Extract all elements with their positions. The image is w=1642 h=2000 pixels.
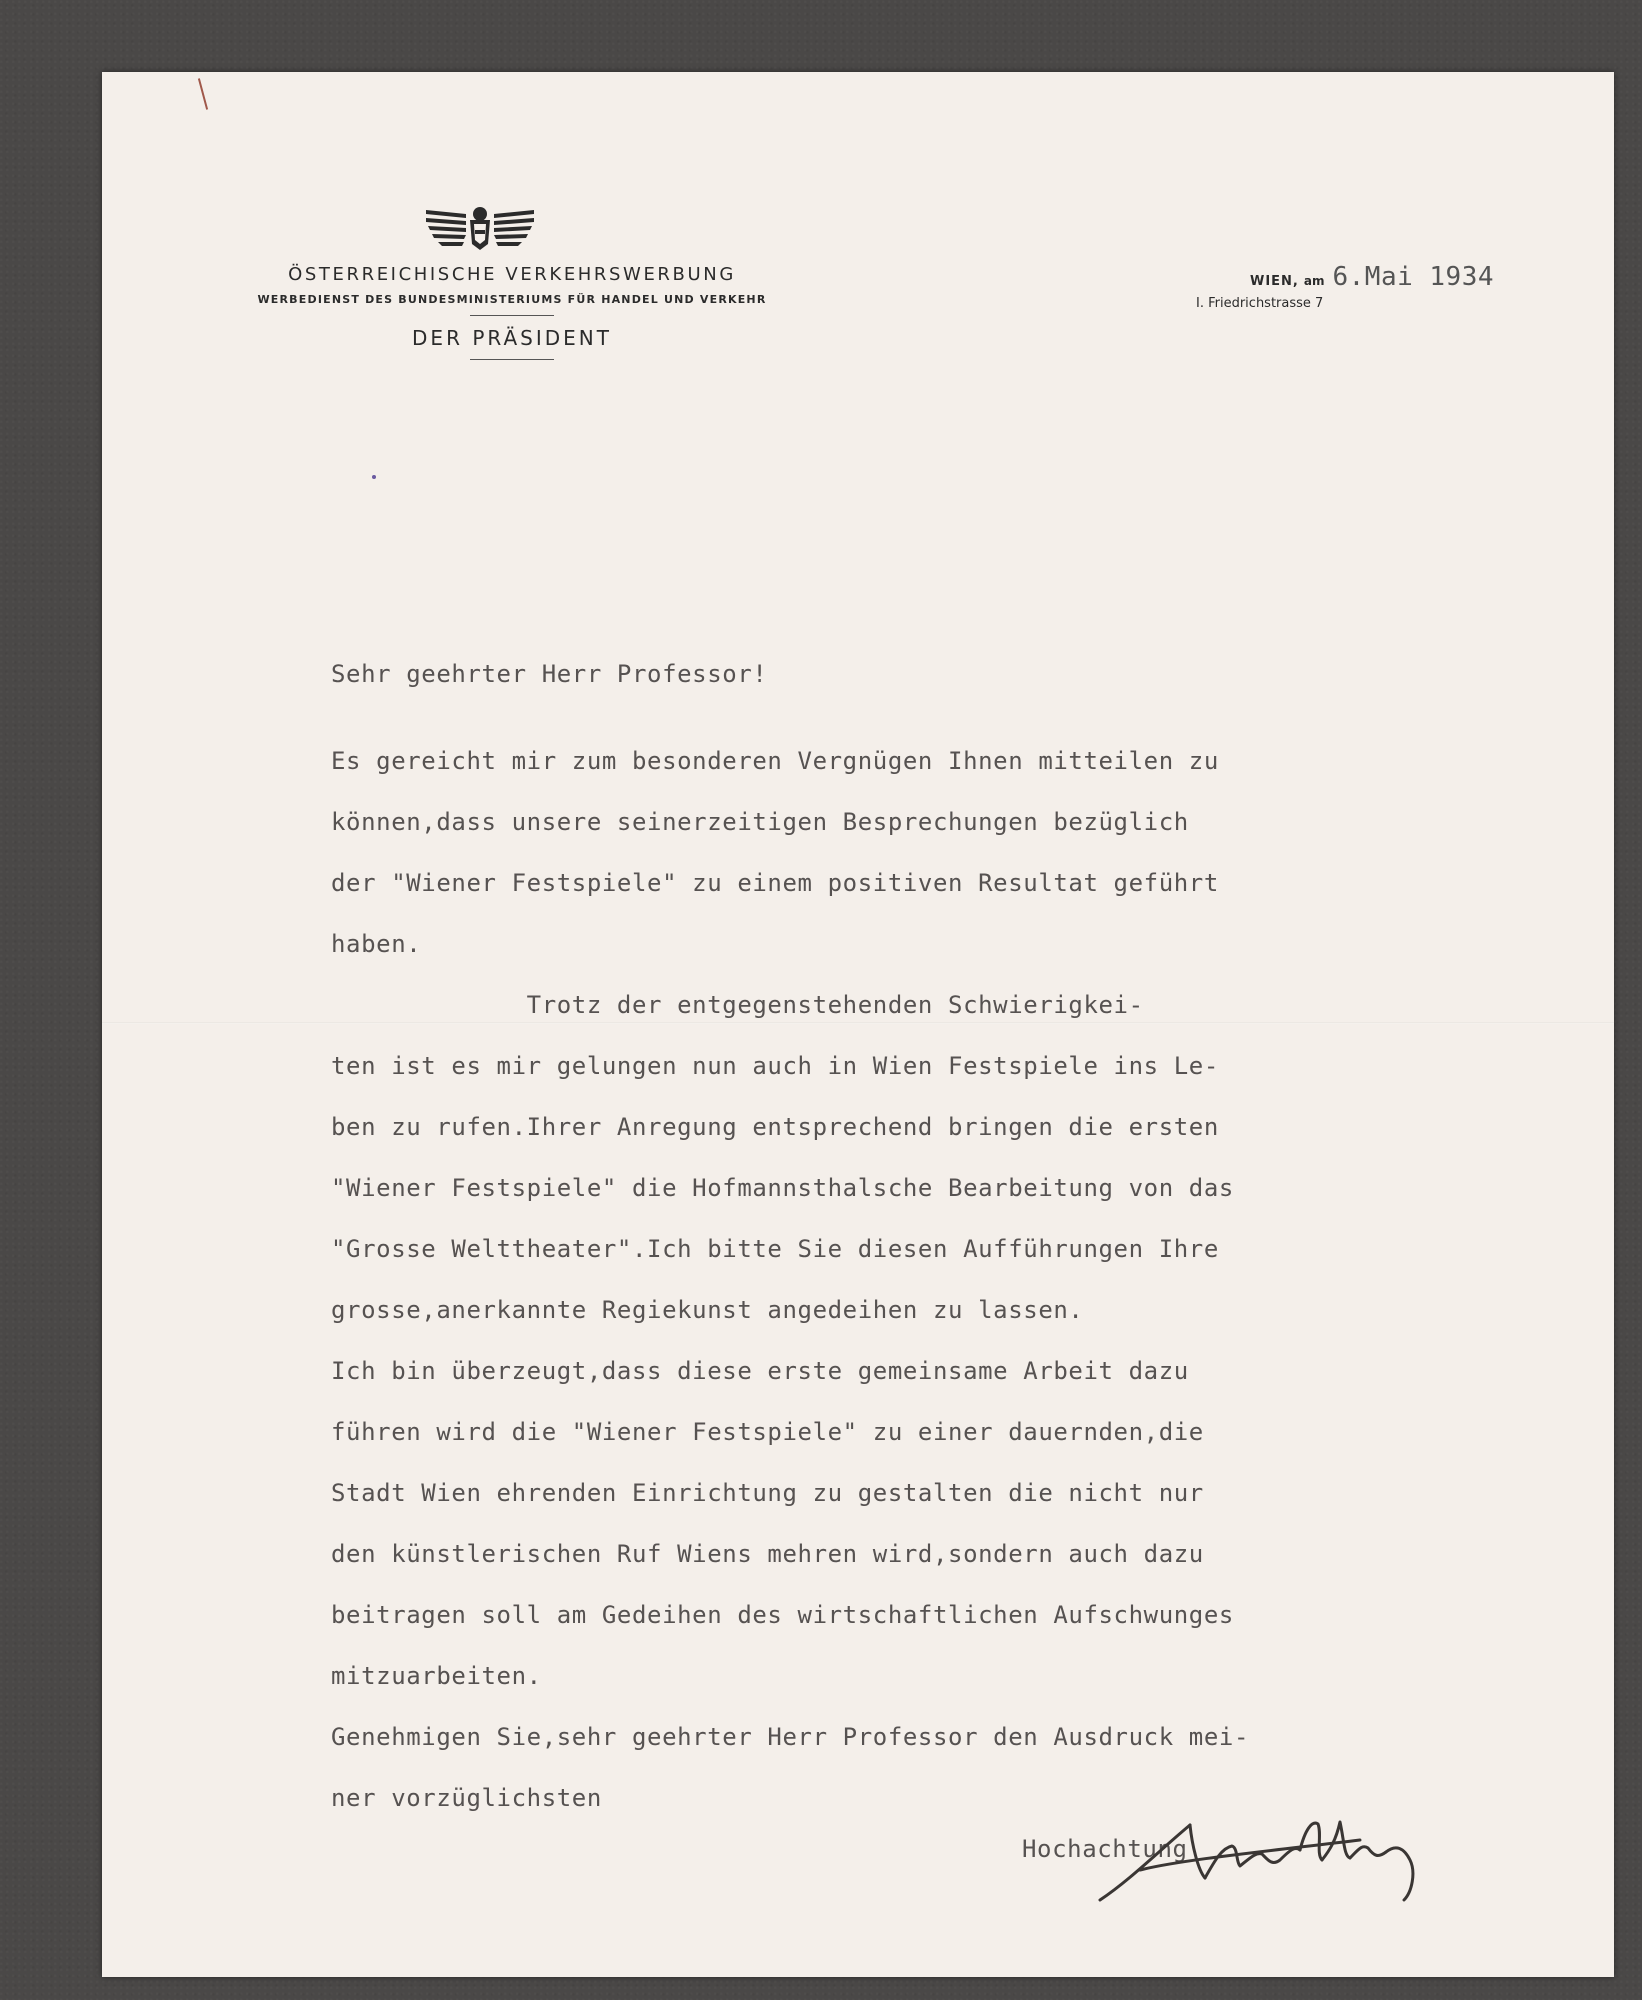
body-line: der "Wiener Festspiele" zu einem positiven Resultat geführt — [331, 869, 1219, 897]
body-line: Trotz der entgegenstehenden Schwierigkei- — [331, 991, 1144, 1019]
divider — [470, 359, 554, 360]
city: WIEN, — [1250, 274, 1299, 289]
body-line: ner vorzüglichsten — [331, 1784, 602, 1812]
body-line: Ich bin überzeugt,dass diese erste gemeinsame Arbeit dazu — [331, 1357, 1189, 1385]
body-line: ben zu rufen.Ihrer Anregung entsprechend bringen die ersten — [331, 1113, 1219, 1141]
date-prefix: am — [1303, 274, 1325, 288]
body-line: "Grosse Welttheater".Ich bitte Sie diesen Aufführungen Ihre — [331, 1235, 1219, 1263]
red-pen-mark — [198, 78, 208, 109]
department-name: WERBEDIENST DES BUNDESMINISTERIUMS FÜR HANDEL UND VERKEHR — [257, 293, 767, 306]
ink-dot — [372, 475, 376, 479]
body-line: führen wird die "Wiener Festspiele" zu einer dauernden,die — [331, 1418, 1204, 1446]
body-line — [331, 670, 1481, 731]
body-line: Genehmigen Sie,sehr geehrter Herr Professor den Ausdruck mei- — [331, 1723, 1250, 1751]
letter-body — [331, 670, 1481, 1829]
body-line: Stadt Wien ehrenden Einrichtung zu gestalten die nicht nur — [331, 1479, 1204, 1507]
letter-date: 6.Mai 1934 — [1332, 262, 1495, 292]
address: I. Friedrichstrasse 7 — [1196, 296, 1324, 311]
divider — [470, 315, 554, 316]
salutation: Sehr geehrter Herr Professor! — [331, 660, 768, 688]
body-line: "Wiener Festspiele" die Hofmannsthalsche Bearbeitung von das — [331, 1174, 1234, 1202]
closing: Hochachtung — [1022, 1835, 1188, 1863]
body-line: Es gereicht mir zum besonderen Vergnügen Ihnen mitteilen zu — [331, 747, 1219, 775]
body-line: haben. — [331, 930, 422, 958]
body-line: können,dass unsere seinerzeitigen Besprechungen bezüglich — [331, 808, 1189, 836]
austrian-eagle-icon — [424, 204, 536, 252]
handwritten-signature — [1000, 1800, 1510, 1910]
body-line: mitzuarbeiten. — [331, 1662, 542, 1690]
office-title: DER PRÄSIDENT — [412, 326, 612, 350]
body-line: den künstlerischen Ruf Wiens mehren wird,sondern auch dazu — [331, 1540, 1204, 1568]
body-line: beitragen soll am Gedeihen des wirtschaftlichen Aufschwunges — [331, 1601, 1234, 1629]
organization-name: ÖSTERREICHISCHE VERKEHRSWERBUNG — [288, 264, 736, 285]
body-line: ten ist es mir gelungen nun auch in Wien Festspiele ins Le- — [331, 1052, 1219, 1080]
dateline — [1196, 262, 1610, 311]
letterhead — [202, 262, 822, 360]
body-line: grosse,anerkannte Regiekunst angedeihen zu lassen. — [331, 1296, 1084, 1324]
